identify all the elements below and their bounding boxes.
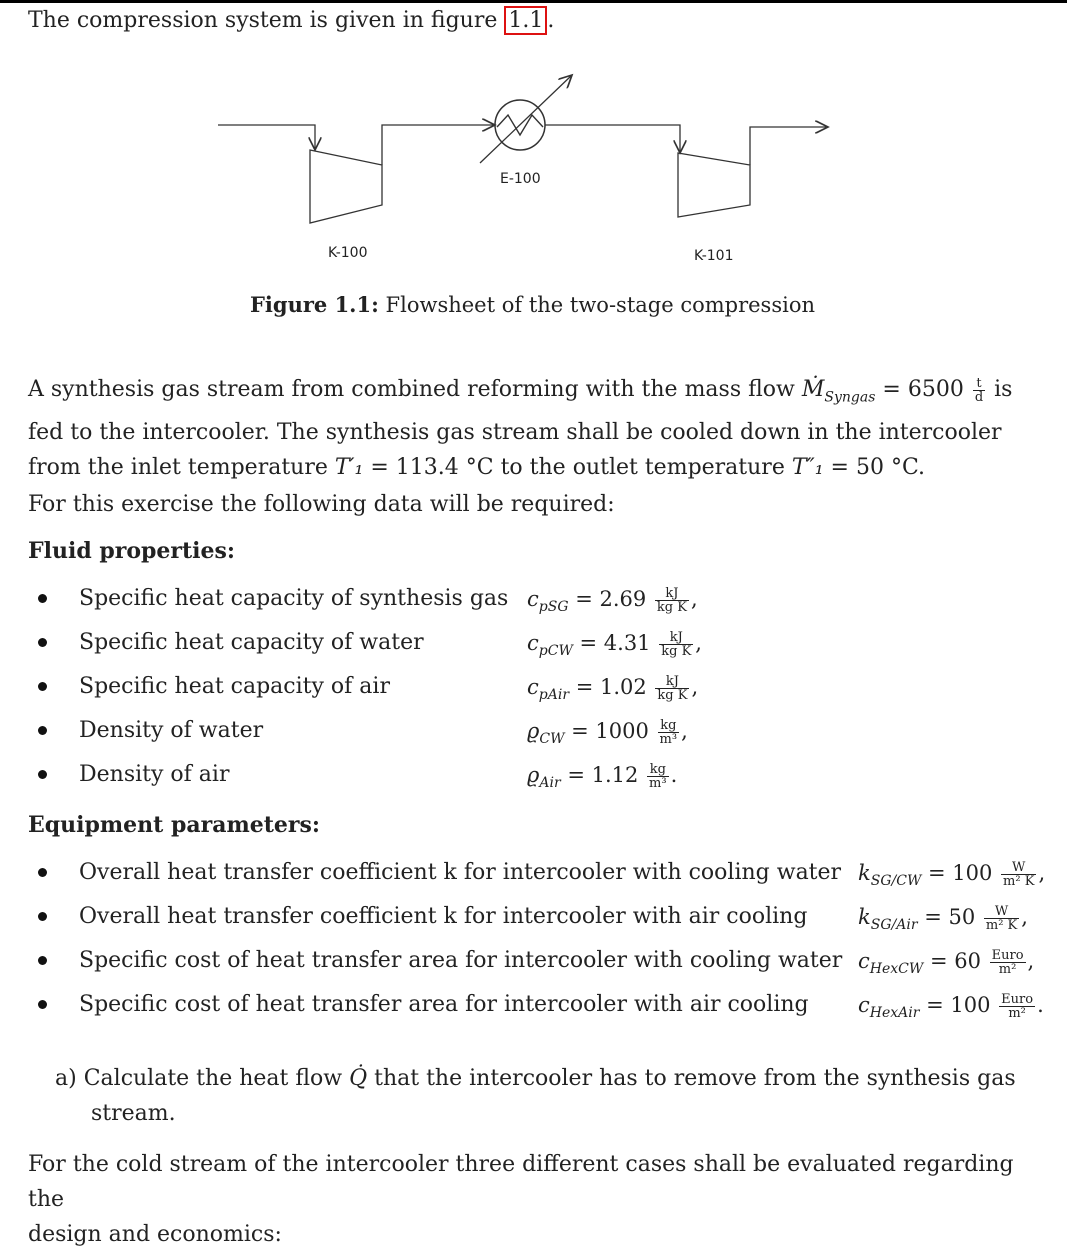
equipment-heading: Equipment parameters:	[28, 812, 320, 838]
outlet-stream	[750, 127, 828, 165]
fluid_items-item	[0, 582, 1067, 622]
heat-exchanger-e100-shape	[480, 75, 572, 163]
item-value: $k_{SG/CW} = 100$ $\frac{W}{\text{m² K}}$ ,	[858, 860, 1046, 890]
item-value: $ϱ_{Air} = 1.12$ $\frac{kg}{\text{m³}}$ .	[527, 762, 678, 792]
unit-fraction: $\frac{kg}{\text{m³}}$	[649, 762, 667, 791]
label-k100: K-100	[328, 245, 368, 261]
heat-flow-symbol: Q̇	[349, 1066, 368, 1091]
paragraph-line-2: fed to the intercooler. The synthesis gas stream shall be cooled down in the intercooler	[28, 420, 1002, 446]
bullet-icon	[38, 956, 47, 965]
item-label: Specific heat capacity of synthesis gas	[79, 586, 509, 611]
compressor-k100-shape	[310, 150, 382, 223]
item-label: Specific cost of heat transfer area for intercooler with cooling water	[79, 948, 843, 973]
paragraph-line-1: A synthesis gas stream from combined reforming with the mass flow Ṁ$_{Syngas}$ = 6500 $\frac{t}{d}$ is	[28, 375, 1013, 406]
fluid-heading: Fluid properties:	[28, 538, 236, 564]
bullet-icon	[38, 682, 47, 691]
item-value: $c_{pSG} = 2.69$ $\frac{kJ}{\text{kg K}}$ ,	[527, 586, 698, 616]
item-value: $ϱ_{CW} = 1000$ $\frac{kg}{\text{m³}}$ ,	[527, 718, 688, 748]
inlet-stream	[218, 125, 315, 150]
unit-fraction: $\frac{\text{Euro}}{\text{m²}}$	[1001, 992, 1034, 1021]
unit-fraction: $\frac{W}{\text{m² K}}$	[1003, 860, 1035, 889]
fluid_items-item	[0, 714, 1067, 754]
unit-fraction: $\frac{\text{Euro}}{\text{m²}}$	[991, 948, 1024, 977]
unit-fraction: $\frac{kJ}{\text{kg K}}$	[656, 586, 687, 615]
mass-flow-symbol: Ṁ	[801, 377, 825, 402]
figure-caption: Figure 1.1: Flowsheet of the two-stage compression	[250, 292, 815, 317]
equip_items-item	[0, 988, 1067, 1028]
item-value: $k_{SG/Air} = 50$ $\frac{W}{\text{m² K}}$ ,	[858, 904, 1028, 934]
item-label: Overall heat transfer coefficient k for intercooler with cooling water	[79, 860, 842, 885]
fluid_items-item	[0, 626, 1067, 666]
unit-fraction: $\frac{W}{\text{m² K}}$	[985, 904, 1018, 933]
intro-text: The compression system is given in figure	[28, 8, 505, 33]
stream-e100-k101	[545, 125, 680, 153]
bullet-icon	[38, 868, 47, 877]
task-a-marker: a)	[55, 1066, 77, 1091]
cold-stream-paragraph: For the cold stream of the intercooler three different cases shall be evaluated regarding the design and economics:	[28, 1152, 1014, 1247]
fluid_items-item	[0, 670, 1067, 710]
top-rule	[0, 0, 1067, 3]
bullet-icon	[38, 770, 47, 779]
label-k101: K-101	[694, 248, 734, 264]
bullet-icon	[38, 726, 47, 735]
bullet-icon	[38, 912, 47, 921]
intro-line: The compression system is given in figure 1.1 .	[28, 8, 555, 33]
item-value: $c_{pCW} = 4.31$ $\frac{kJ}{\text{kg K}}$ ,	[527, 630, 702, 660]
paragraph-line-3: from the inlet temperature T′₁ = 113.4 °C to the outlet temperature T″₁ = 50 °C.	[28, 455, 926, 481]
item-label: Overall heat transfer coefficient k for intercooler with air cooling	[79, 904, 808, 929]
item-value: $c_{HexAir} = 100$ $\frac{\text{Euro}}{\text{m²}}$ .	[858, 992, 1044, 1022]
unit-fraction: $\frac{kJ}{\text{kg K}}$	[657, 674, 688, 703]
unit-fraction: $\frac{kg}{\text{m³}}$	[659, 718, 678, 747]
required-text: For this exercise the following data will be required:	[28, 492, 615, 517]
item-label: Density of air	[79, 762, 230, 787]
bullet-icon	[38, 1000, 47, 1009]
equip_items-item	[0, 856, 1067, 896]
fluid_items-item	[0, 758, 1067, 798]
item-label: Specific cost of heat transfer area for intercooler with air cooling	[79, 992, 809, 1017]
bullet-icon	[38, 594, 47, 603]
item-label: Density of water	[79, 718, 264, 743]
equip_items-item	[0, 900, 1067, 940]
stream-k100-e100	[382, 125, 495, 165]
figure-link[interactable]: 1.1	[504, 6, 547, 35]
flowsheet-figure	[210, 65, 850, 275]
item-value: $c_{HexCW} = 60$ $\frac{\text{Euro}}{\text{m²}}$ ,	[858, 948, 1035, 978]
task-a: a) Calculate the heat flow Q̇ that the intercooler has to remove from the synthesis gas stream.	[55, 1066, 1016, 1126]
item-value: $c_{pAir} = 1.02$ $\frac{kJ}{\text{kg K}}$ ,	[527, 674, 699, 704]
compressor-k101-shape	[678, 153, 750, 217]
unit-fraction: $\frac{kJ}{\text{kg K}}$	[661, 630, 692, 659]
item-label: Specific heat capacity of air	[79, 674, 390, 699]
label-e100: E-100	[500, 171, 541, 187]
problem-paragraph	[28, 372, 1028, 485]
equip_items-item	[0, 944, 1067, 984]
item-label: Specific heat capacity of water	[79, 630, 424, 655]
bullet-icon	[38, 638, 47, 647]
